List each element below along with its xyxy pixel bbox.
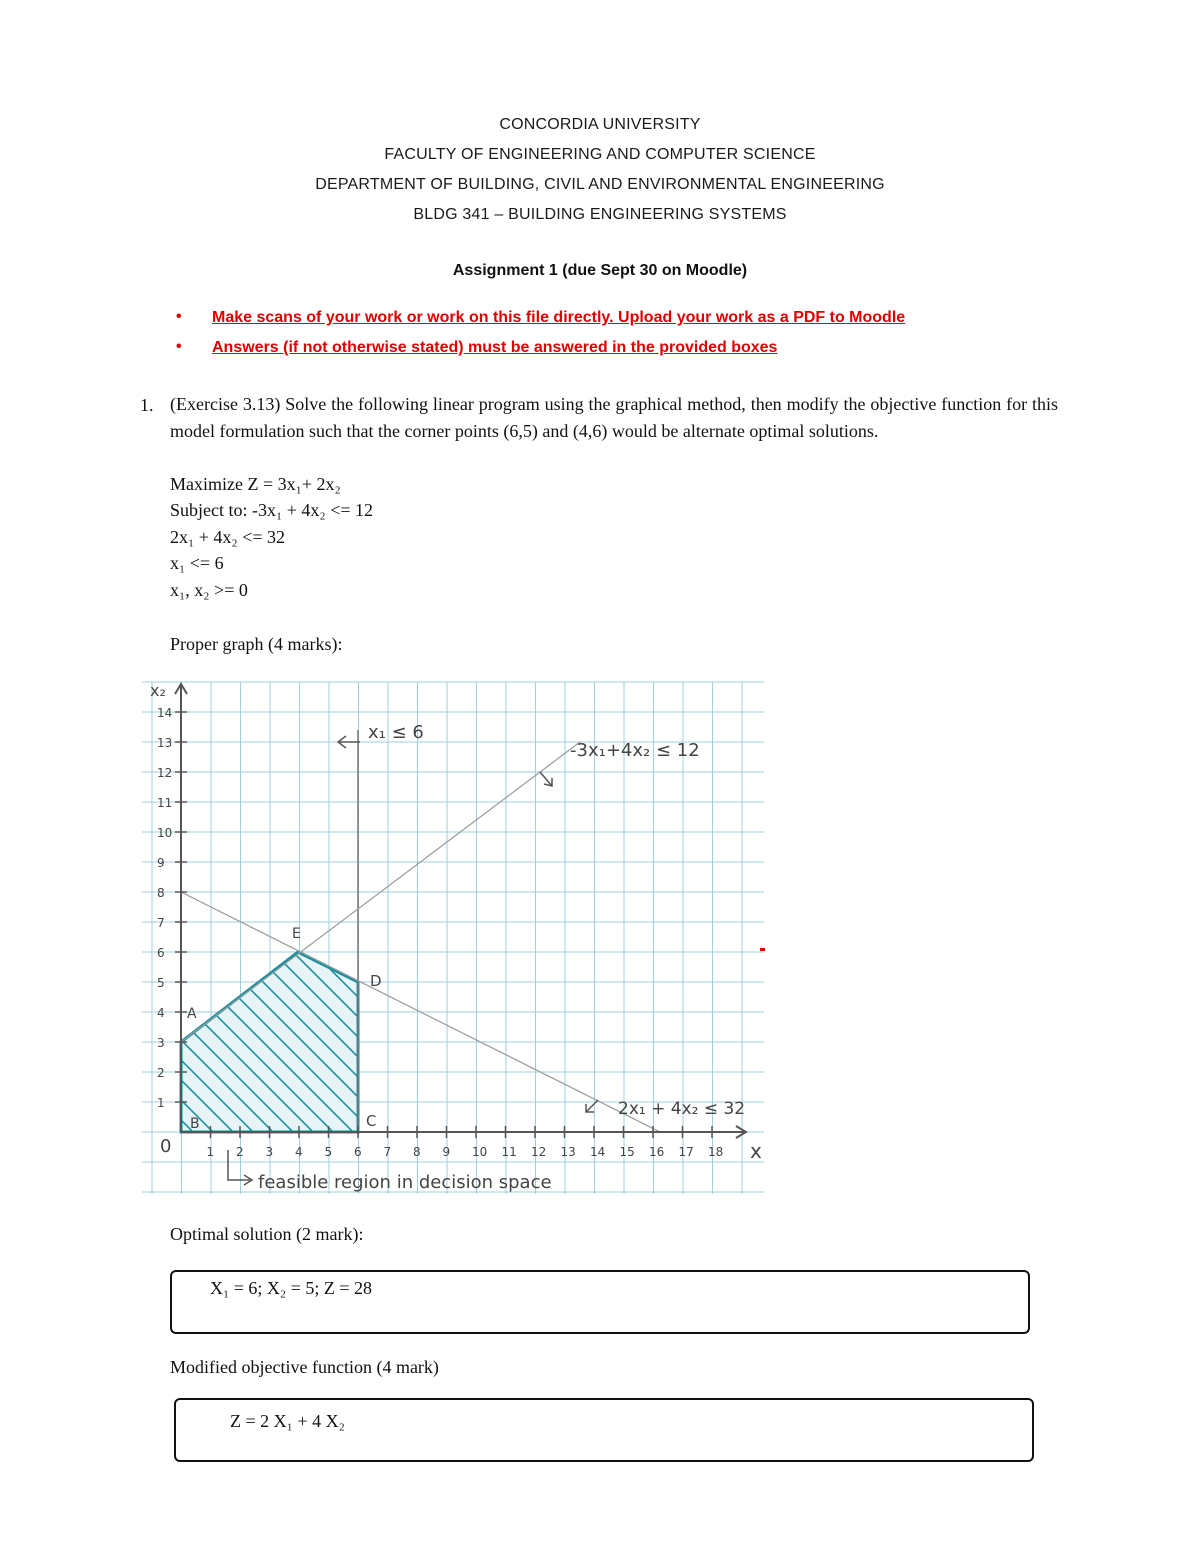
objective-function: Maximize Z = 3x₁+ 2x₂	[170, 474, 341, 494]
red-mark	[760, 948, 765, 951]
origin-label: 0	[160, 1136, 172, 1157]
graph-label: Proper graph (4 marks):	[170, 634, 343, 654]
x-tick-label: 7	[383, 1145, 392, 1159]
y-tick-label: 12	[157, 766, 173, 780]
point-d: D	[370, 972, 382, 990]
y-tick-label: 6	[157, 946, 165, 960]
question-text: (Exercise 3.13) Solve the following linear program using the graphical method, then modify the objective function for this model formulation such that the corner points (6,5) and (4,6) would be alternate optimal solutions.	[170, 394, 1058, 441]
y-tick-label: 8	[157, 886, 165, 900]
constraint-4: x₁, x₂ >= 0	[170, 580, 248, 600]
y-tick-label: 13	[157, 736, 173, 750]
y-tick-label: 3	[157, 1036, 165, 1050]
x-tick-label: 18	[708, 1145, 724, 1159]
y-tick-label: 2	[157, 1066, 165, 1080]
x-tick-label: 9	[442, 1145, 451, 1159]
constraint-2: 2x₁ + 4x₂ <= 32	[170, 527, 286, 547]
modified-answer: Z = 2 X₁ + 4 X₂	[230, 1411, 345, 1431]
x-tick-label: 11	[501, 1145, 517, 1159]
constraint-1: Subject to: -3x₁ + 4x₂ <= 12	[170, 500, 373, 520]
label-constraint-1: -3x₁+4x₂ ≤ 12	[570, 740, 700, 761]
x-tick-label: 17	[678, 1145, 694, 1159]
modified-label: Modified objective function (4 mark)	[170, 1357, 439, 1377]
point-b: B	[190, 1116, 200, 1132]
x-tick-label: 12	[531, 1145, 547, 1159]
optimal-label: Optimal solution (2 mark):	[170, 1224, 364, 1244]
point-a: A	[187, 1006, 197, 1022]
header-faculty: FACULTY OF ENGINEERING AND COMPUTER SCIENCE	[384, 146, 816, 163]
constraint-3: x₁ <= 6	[170, 553, 224, 573]
header-department: DEPARTMENT OF BUILDING, CIVIL AND ENVIRONMENTAL ENGINEERING	[315, 176, 885, 193]
x-tick-label: 3	[265, 1145, 274, 1159]
graph-image	[140, 680, 766, 1196]
x-tick-label: 13	[560, 1145, 576, 1159]
x-tick-label: 14	[590, 1145, 606, 1159]
label-constraint-2: 2x₁ + 4x₂ ≤ 32	[618, 1099, 746, 1119]
x-tick-label: 4	[295, 1145, 303, 1159]
y-tick-label: 9	[157, 856, 165, 870]
x-tick-label: 2	[236, 1145, 244, 1159]
y-tick-label: 10	[157, 826, 173, 840]
note-text: Answers (if not otherwise stated) must be answered in the provided boxes	[212, 339, 778, 356]
y-tick-label: 5	[157, 976, 165, 990]
x-tick-label: 6	[354, 1145, 362, 1159]
y-axis-label: x₂	[150, 681, 166, 700]
bullet-icon: •	[176, 308, 182, 325]
y-tick-label: 14	[157, 706, 173, 720]
point-e: E	[292, 926, 301, 942]
x-tick-label: 8	[413, 1145, 421, 1159]
label-x1-6: x₁ ≤ 6	[368, 722, 424, 743]
optimal-answer: X₁ = 6; X₂ = 5; Z = 28	[210, 1278, 372, 1298]
question-number: 1.	[140, 395, 154, 415]
header-university: CONCORDIA UNIVERSITY	[499, 116, 701, 133]
point-c: C	[366, 1112, 377, 1130]
y-tick-label: 1	[157, 1096, 165, 1110]
x-tick-label: 10	[472, 1145, 488, 1159]
x-axis-label: x	[750, 1139, 762, 1163]
y-tick-label: 4	[157, 1006, 165, 1020]
header-course: BLDG 341 – BUILDING ENGINEERING SYSTEMS	[413, 206, 787, 223]
label-feasible: feasible region in decision space	[258, 1172, 552, 1193]
x-tick-label: 1	[206, 1145, 215, 1159]
y-tick-label: 7	[157, 916, 165, 930]
note-text: Make scans of your work or work on this file directly. Upload your work as a PDF to Moodle	[212, 309, 906, 326]
assignment-title: Assignment 1 (due Sept 30 on Moodle)	[452, 262, 748, 279]
x-tick-label: 5	[324, 1145, 333, 1159]
x-tick-label: 16	[649, 1145, 665, 1159]
y-tick-label: 11	[157, 796, 173, 810]
bullet-icon: •	[176, 338, 182, 355]
x-tick-label: 15	[619, 1145, 635, 1159]
